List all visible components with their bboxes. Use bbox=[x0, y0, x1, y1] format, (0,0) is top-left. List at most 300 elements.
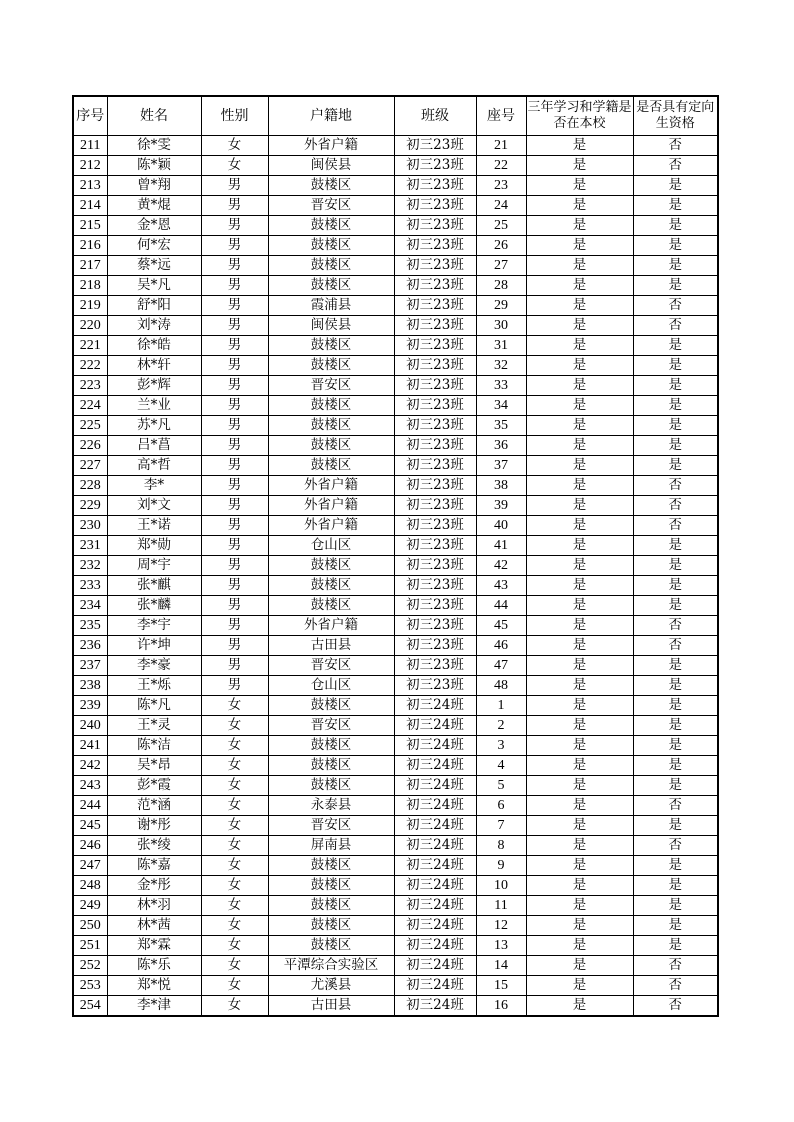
header-three-years-at-school: 三年学习和学籍是否在本校 bbox=[526, 96, 633, 136]
cell-household: 平潭综合实验区 bbox=[268, 956, 394, 976]
table-row bbox=[73, 956, 718, 976]
cell-at-school: 是 bbox=[526, 696, 633, 716]
cell-household: 晋安区 bbox=[268, 196, 394, 216]
cell-household: 鼓楼区 bbox=[268, 236, 394, 256]
header-serial: 序号 bbox=[73, 96, 107, 136]
cell-serial: 221 bbox=[73, 336, 107, 356]
cell-eligibility: 是 bbox=[633, 736, 718, 756]
cell-class: 初三23班 bbox=[394, 616, 476, 636]
cell-serial: 247 bbox=[73, 856, 107, 876]
table-row bbox=[73, 416, 718, 436]
cell-at-school: 是 bbox=[526, 336, 633, 356]
cell-name: 蔡*远 bbox=[107, 256, 201, 276]
student-roster-table bbox=[72, 95, 719, 1017]
cell-household: 外省户籍 bbox=[268, 516, 394, 536]
cell-name: 黄*焜 bbox=[107, 196, 201, 216]
cell-serial: 249 bbox=[73, 896, 107, 916]
cell-class: 初三24班 bbox=[394, 916, 476, 936]
cell-at-school: 是 bbox=[526, 156, 633, 176]
cell-gender: 女 bbox=[201, 896, 268, 916]
cell-eligibility: 是 bbox=[633, 696, 718, 716]
cell-serial: 241 bbox=[73, 736, 107, 756]
cell-name: 李*宇 bbox=[107, 616, 201, 636]
cell-serial: 229 bbox=[73, 496, 107, 516]
cell-household: 鼓楼区 bbox=[268, 696, 394, 716]
cell-gender: 男 bbox=[201, 656, 268, 676]
cell-at-school: 是 bbox=[526, 236, 633, 256]
cell-class: 初三24班 bbox=[394, 776, 476, 796]
cell-seat: 1 bbox=[476, 696, 526, 716]
cell-class: 初三23班 bbox=[394, 596, 476, 616]
cell-gender: 男 bbox=[201, 216, 268, 236]
cell-household: 鼓楼区 bbox=[268, 876, 394, 896]
cell-name: 郑*霖 bbox=[107, 936, 201, 956]
cell-eligibility: 是 bbox=[633, 896, 718, 916]
cell-gender: 男 bbox=[201, 276, 268, 296]
cell-household: 外省户籍 bbox=[268, 476, 394, 496]
table-body bbox=[73, 136, 718, 1017]
cell-household: 霞浦县 bbox=[268, 296, 394, 316]
cell-gender: 女 bbox=[201, 716, 268, 736]
cell-serial: 227 bbox=[73, 456, 107, 476]
table-row bbox=[73, 716, 718, 736]
table-row bbox=[73, 396, 718, 416]
cell-eligibility: 是 bbox=[633, 816, 718, 836]
cell-at-school: 是 bbox=[526, 436, 633, 456]
cell-class: 初三23班 bbox=[394, 676, 476, 696]
cell-eligibility: 是 bbox=[633, 556, 718, 576]
table-row bbox=[73, 256, 718, 276]
cell-eligibility: 是 bbox=[633, 376, 718, 396]
cell-household: 仓山区 bbox=[268, 536, 394, 556]
table-row bbox=[73, 536, 718, 556]
cell-seat: 40 bbox=[476, 516, 526, 536]
table-row bbox=[73, 356, 718, 376]
cell-seat: 33 bbox=[476, 376, 526, 396]
cell-class: 初三24班 bbox=[394, 996, 476, 1017]
cell-name: 陈*乐 bbox=[107, 956, 201, 976]
table-row bbox=[73, 476, 718, 496]
cell-class: 初三23班 bbox=[394, 396, 476, 416]
cell-class: 初三23班 bbox=[394, 536, 476, 556]
cell-serial: 230 bbox=[73, 516, 107, 536]
cell-serial: 253 bbox=[73, 976, 107, 996]
table-row bbox=[73, 656, 718, 676]
cell-class: 初三24班 bbox=[394, 716, 476, 736]
cell-household: 鼓楼区 bbox=[268, 576, 394, 596]
cell-name: 郑*悦 bbox=[107, 976, 201, 996]
cell-eligibility: 否 bbox=[633, 476, 718, 496]
cell-household: 鼓楼区 bbox=[268, 556, 394, 576]
cell-at-school: 是 bbox=[526, 736, 633, 756]
cell-seat: 28 bbox=[476, 276, 526, 296]
cell-eligibility: 是 bbox=[633, 716, 718, 736]
table-row bbox=[73, 676, 718, 696]
cell-eligibility: 是 bbox=[633, 756, 718, 776]
cell-gender: 男 bbox=[201, 476, 268, 496]
cell-household: 闽侯县 bbox=[268, 156, 394, 176]
table-row bbox=[73, 776, 718, 796]
cell-class: 初三23班 bbox=[394, 196, 476, 216]
cell-serial: 245 bbox=[73, 816, 107, 836]
cell-class: 初三24班 bbox=[394, 956, 476, 976]
cell-class: 初三23班 bbox=[394, 516, 476, 536]
cell-at-school: 是 bbox=[526, 676, 633, 696]
cell-class: 初三24班 bbox=[394, 856, 476, 876]
cell-name: 兰*业 bbox=[107, 396, 201, 416]
cell-serial: 254 bbox=[73, 996, 107, 1017]
table-row bbox=[73, 376, 718, 396]
cell-gender: 男 bbox=[201, 576, 268, 596]
cell-household: 尤溪县 bbox=[268, 976, 394, 996]
cell-seat: 3 bbox=[476, 736, 526, 756]
cell-gender: 男 bbox=[201, 536, 268, 556]
cell-class: 初三24班 bbox=[394, 876, 476, 896]
cell-eligibility: 否 bbox=[633, 296, 718, 316]
cell-household: 鼓楼区 bbox=[268, 916, 394, 936]
cell-serial: 240 bbox=[73, 716, 107, 736]
cell-class: 初三23班 bbox=[394, 476, 476, 496]
cell-serial: 251 bbox=[73, 936, 107, 956]
cell-household: 鼓楼区 bbox=[268, 456, 394, 476]
cell-gender: 男 bbox=[201, 296, 268, 316]
cell-class: 初三24班 bbox=[394, 836, 476, 856]
cell-at-school: 是 bbox=[526, 256, 633, 276]
cell-seat: 6 bbox=[476, 796, 526, 816]
cell-gender: 男 bbox=[201, 236, 268, 256]
cell-serial: 232 bbox=[73, 556, 107, 576]
cell-gender: 男 bbox=[201, 436, 268, 456]
cell-name: 陈*洁 bbox=[107, 736, 201, 756]
cell-eligibility: 否 bbox=[633, 976, 718, 996]
cell-at-school: 是 bbox=[526, 716, 633, 736]
table-row bbox=[73, 276, 718, 296]
header-class: 班级 bbox=[394, 96, 476, 136]
cell-name: 徐*皓 bbox=[107, 336, 201, 356]
cell-class: 初三23班 bbox=[394, 276, 476, 296]
cell-eligibility: 是 bbox=[633, 356, 718, 376]
cell-name: 张*麒 bbox=[107, 576, 201, 596]
cell-at-school: 是 bbox=[526, 836, 633, 856]
cell-class: 初三23班 bbox=[394, 556, 476, 576]
table-row bbox=[73, 436, 718, 456]
cell-household: 闽侯县 bbox=[268, 316, 394, 336]
cell-seat: 44 bbox=[476, 596, 526, 616]
cell-household: 鼓楼区 bbox=[268, 416, 394, 436]
cell-household: 永泰县 bbox=[268, 796, 394, 816]
cell-household: 古田县 bbox=[268, 636, 394, 656]
table-row bbox=[73, 936, 718, 956]
cell-serial: 235 bbox=[73, 616, 107, 636]
cell-gender: 男 bbox=[201, 376, 268, 396]
cell-serial: 214 bbox=[73, 196, 107, 216]
cell-eligibility: 是 bbox=[633, 176, 718, 196]
cell-at-school: 是 bbox=[526, 396, 633, 416]
cell-eligibility: 是 bbox=[633, 676, 718, 696]
table-row bbox=[73, 816, 718, 836]
cell-household: 鼓楼区 bbox=[268, 216, 394, 236]
cell-gender: 男 bbox=[201, 196, 268, 216]
cell-name: 林*轩 bbox=[107, 356, 201, 376]
cell-gender: 女 bbox=[201, 756, 268, 776]
cell-gender: 女 bbox=[201, 736, 268, 756]
cell-seat: 34 bbox=[476, 396, 526, 416]
cell-eligibility: 是 bbox=[633, 856, 718, 876]
cell-at-school: 是 bbox=[526, 516, 633, 536]
table-row bbox=[73, 196, 718, 216]
cell-class: 初三23班 bbox=[394, 376, 476, 396]
cell-serial: 228 bbox=[73, 476, 107, 496]
cell-at-school: 是 bbox=[526, 296, 633, 316]
cell-gender: 女 bbox=[201, 856, 268, 876]
header-household-registration: 户籍地 bbox=[268, 96, 394, 136]
cell-eligibility: 是 bbox=[633, 256, 718, 276]
cell-seat: 14 bbox=[476, 956, 526, 976]
cell-name: 林*茜 bbox=[107, 916, 201, 936]
cell-at-school: 是 bbox=[526, 416, 633, 436]
cell-at-school: 是 bbox=[526, 896, 633, 916]
cell-seat: 41 bbox=[476, 536, 526, 556]
cell-name: 金*恩 bbox=[107, 216, 201, 236]
cell-class: 初三23班 bbox=[394, 436, 476, 456]
cell-serial: 239 bbox=[73, 696, 107, 716]
cell-eligibility: 是 bbox=[633, 236, 718, 256]
cell-eligibility: 否 bbox=[633, 516, 718, 536]
cell-seat: 27 bbox=[476, 256, 526, 276]
cell-class: 初三24班 bbox=[394, 936, 476, 956]
cell-name: 刘*涛 bbox=[107, 316, 201, 336]
cell-household: 鼓楼区 bbox=[268, 856, 394, 876]
cell-household: 鼓楼区 bbox=[268, 936, 394, 956]
cell-household: 鼓楼区 bbox=[268, 896, 394, 916]
cell-serial: 215 bbox=[73, 216, 107, 236]
cell-at-school: 是 bbox=[526, 916, 633, 936]
cell-name: 王*灵 bbox=[107, 716, 201, 736]
cell-household: 外省户籍 bbox=[268, 496, 394, 516]
cell-name: 王*烁 bbox=[107, 676, 201, 696]
cell-gender: 男 bbox=[201, 556, 268, 576]
cell-at-school: 是 bbox=[526, 196, 633, 216]
table-row bbox=[73, 616, 718, 636]
table-row bbox=[73, 996, 718, 1017]
cell-household: 晋安区 bbox=[268, 656, 394, 676]
cell-class: 初三23班 bbox=[394, 136, 476, 156]
cell-at-school: 是 bbox=[526, 476, 633, 496]
cell-at-school: 是 bbox=[526, 976, 633, 996]
cell-gender: 女 bbox=[201, 776, 268, 796]
cell-gender: 女 bbox=[201, 136, 268, 156]
cell-class: 初三23班 bbox=[394, 336, 476, 356]
cell-class: 初三23班 bbox=[394, 256, 476, 276]
header-name: 姓名 bbox=[107, 96, 201, 136]
cell-gender: 男 bbox=[201, 316, 268, 336]
cell-at-school: 是 bbox=[526, 876, 633, 896]
cell-household: 鼓楼区 bbox=[268, 596, 394, 616]
cell-gender: 男 bbox=[201, 396, 268, 416]
cell-gender: 女 bbox=[201, 976, 268, 996]
cell-at-school: 是 bbox=[526, 136, 633, 156]
table-row bbox=[73, 316, 718, 336]
cell-household: 外省户籍 bbox=[268, 136, 394, 156]
cell-gender: 女 bbox=[201, 816, 268, 836]
cell-gender: 女 bbox=[201, 996, 268, 1017]
table-row bbox=[73, 856, 718, 876]
table-row bbox=[73, 576, 718, 596]
cell-class: 初三24班 bbox=[394, 896, 476, 916]
table-row bbox=[73, 456, 718, 476]
table-row bbox=[73, 836, 718, 856]
cell-eligibility: 是 bbox=[633, 196, 718, 216]
cell-seat: 47 bbox=[476, 656, 526, 676]
cell-name: 刘*文 bbox=[107, 496, 201, 516]
table-row bbox=[73, 756, 718, 776]
cell-class: 初三23班 bbox=[394, 296, 476, 316]
cell-household: 晋安区 bbox=[268, 376, 394, 396]
cell-serial: 222 bbox=[73, 356, 107, 376]
table-row bbox=[73, 796, 718, 816]
table-row bbox=[73, 136, 718, 156]
cell-eligibility: 是 bbox=[633, 916, 718, 936]
cell-at-school: 是 bbox=[526, 596, 633, 616]
cell-household: 鼓楼区 bbox=[268, 396, 394, 416]
cell-seat: 31 bbox=[476, 336, 526, 356]
cell-name: 陈*颖 bbox=[107, 156, 201, 176]
table-row bbox=[73, 216, 718, 236]
cell-seat: 30 bbox=[476, 316, 526, 336]
cell-seat: 43 bbox=[476, 576, 526, 596]
cell-name: 李*津 bbox=[107, 996, 201, 1017]
cell-seat: 9 bbox=[476, 856, 526, 876]
cell-name: 王*诺 bbox=[107, 516, 201, 536]
cell-seat: 10 bbox=[476, 876, 526, 896]
cell-eligibility: 是 bbox=[633, 596, 718, 616]
cell-gender: 女 bbox=[201, 956, 268, 976]
table-row bbox=[73, 916, 718, 936]
cell-seat: 25 bbox=[476, 216, 526, 236]
cell-name: 苏*凡 bbox=[107, 416, 201, 436]
cell-serial: 252 bbox=[73, 956, 107, 976]
cell-name: 陈*凡 bbox=[107, 696, 201, 716]
cell-seat: 4 bbox=[476, 756, 526, 776]
cell-household: 鼓楼区 bbox=[268, 776, 394, 796]
cell-eligibility: 是 bbox=[633, 876, 718, 896]
cell-name: 舒*阳 bbox=[107, 296, 201, 316]
cell-seat: 8 bbox=[476, 836, 526, 856]
cell-household: 晋安区 bbox=[268, 716, 394, 736]
cell-household: 仓山区 bbox=[268, 676, 394, 696]
cell-household: 鼓楼区 bbox=[268, 736, 394, 756]
cell-gender: 女 bbox=[201, 696, 268, 716]
cell-seat: 48 bbox=[476, 676, 526, 696]
cell-name: 张*绫 bbox=[107, 836, 201, 856]
cell-serial: 213 bbox=[73, 176, 107, 196]
table-row bbox=[73, 336, 718, 356]
cell-serial: 223 bbox=[73, 376, 107, 396]
cell-seat: 16 bbox=[476, 996, 526, 1017]
cell-at-school: 是 bbox=[526, 756, 633, 776]
cell-household: 鼓楼区 bbox=[268, 256, 394, 276]
table-row bbox=[73, 496, 718, 516]
cell-serial: 216 bbox=[73, 236, 107, 256]
cell-eligibility: 否 bbox=[633, 136, 718, 156]
cell-serial: 248 bbox=[73, 876, 107, 896]
cell-serial: 217 bbox=[73, 256, 107, 276]
cell-at-school: 是 bbox=[526, 576, 633, 596]
cell-name: 金*彤 bbox=[107, 876, 201, 896]
cell-eligibility: 是 bbox=[633, 216, 718, 236]
cell-gender: 男 bbox=[201, 616, 268, 636]
cell-seat: 29 bbox=[476, 296, 526, 316]
cell-at-school: 是 bbox=[526, 496, 633, 516]
cell-gender: 男 bbox=[201, 416, 268, 436]
cell-seat: 11 bbox=[476, 896, 526, 916]
cell-serial: 244 bbox=[73, 796, 107, 816]
cell-name: 吴*昂 bbox=[107, 756, 201, 776]
cell-at-school: 是 bbox=[526, 176, 633, 196]
cell-serial: 218 bbox=[73, 276, 107, 296]
cell-eligibility: 是 bbox=[633, 436, 718, 456]
table-row bbox=[73, 896, 718, 916]
cell-seat: 21 bbox=[476, 136, 526, 156]
cell-gender: 男 bbox=[201, 356, 268, 376]
cell-class: 初三23班 bbox=[394, 216, 476, 236]
cell-serial: 246 bbox=[73, 836, 107, 856]
cell-household: 鼓楼区 bbox=[268, 756, 394, 776]
cell-eligibility: 是 bbox=[633, 536, 718, 556]
cell-household: 鼓楼区 bbox=[268, 276, 394, 296]
cell-at-school: 是 bbox=[526, 616, 633, 636]
header-gender: 性别 bbox=[201, 96, 268, 136]
cell-eligibility: 是 bbox=[633, 276, 718, 296]
cell-household: 晋安区 bbox=[268, 816, 394, 836]
cell-gender: 男 bbox=[201, 176, 268, 196]
cell-name: 林*羽 bbox=[107, 896, 201, 916]
cell-serial: 233 bbox=[73, 576, 107, 596]
cell-seat: 2 bbox=[476, 716, 526, 736]
table-row bbox=[73, 516, 718, 536]
table-row bbox=[73, 736, 718, 756]
cell-name: 高*哲 bbox=[107, 456, 201, 476]
cell-name: 吕*菖 bbox=[107, 436, 201, 456]
cell-class: 初三23班 bbox=[394, 236, 476, 256]
cell-seat: 5 bbox=[476, 776, 526, 796]
cell-gender: 女 bbox=[201, 156, 268, 176]
cell-name: 周*宇 bbox=[107, 556, 201, 576]
cell-seat: 35 bbox=[476, 416, 526, 436]
cell-gender: 女 bbox=[201, 796, 268, 816]
cell-at-school: 是 bbox=[526, 856, 633, 876]
cell-gender: 男 bbox=[201, 636, 268, 656]
cell-name: 范*涵 bbox=[107, 796, 201, 816]
cell-class: 初三24班 bbox=[394, 736, 476, 756]
cell-serial: 211 bbox=[73, 136, 107, 156]
cell-class: 初三24班 bbox=[394, 816, 476, 836]
cell-serial: 250 bbox=[73, 916, 107, 936]
cell-eligibility: 否 bbox=[633, 836, 718, 856]
cell-class: 初三23班 bbox=[394, 636, 476, 656]
cell-gender: 男 bbox=[201, 496, 268, 516]
cell-class: 初三23班 bbox=[394, 576, 476, 596]
cell-household: 外省户籍 bbox=[268, 616, 394, 636]
cell-eligibility: 是 bbox=[633, 456, 718, 476]
cell-serial: 236 bbox=[73, 636, 107, 656]
cell-household: 鼓楼区 bbox=[268, 176, 394, 196]
cell-gender: 女 bbox=[201, 876, 268, 896]
cell-eligibility: 是 bbox=[633, 396, 718, 416]
cell-serial: 225 bbox=[73, 416, 107, 436]
cell-at-school: 是 bbox=[526, 376, 633, 396]
cell-serial: 231 bbox=[73, 536, 107, 556]
